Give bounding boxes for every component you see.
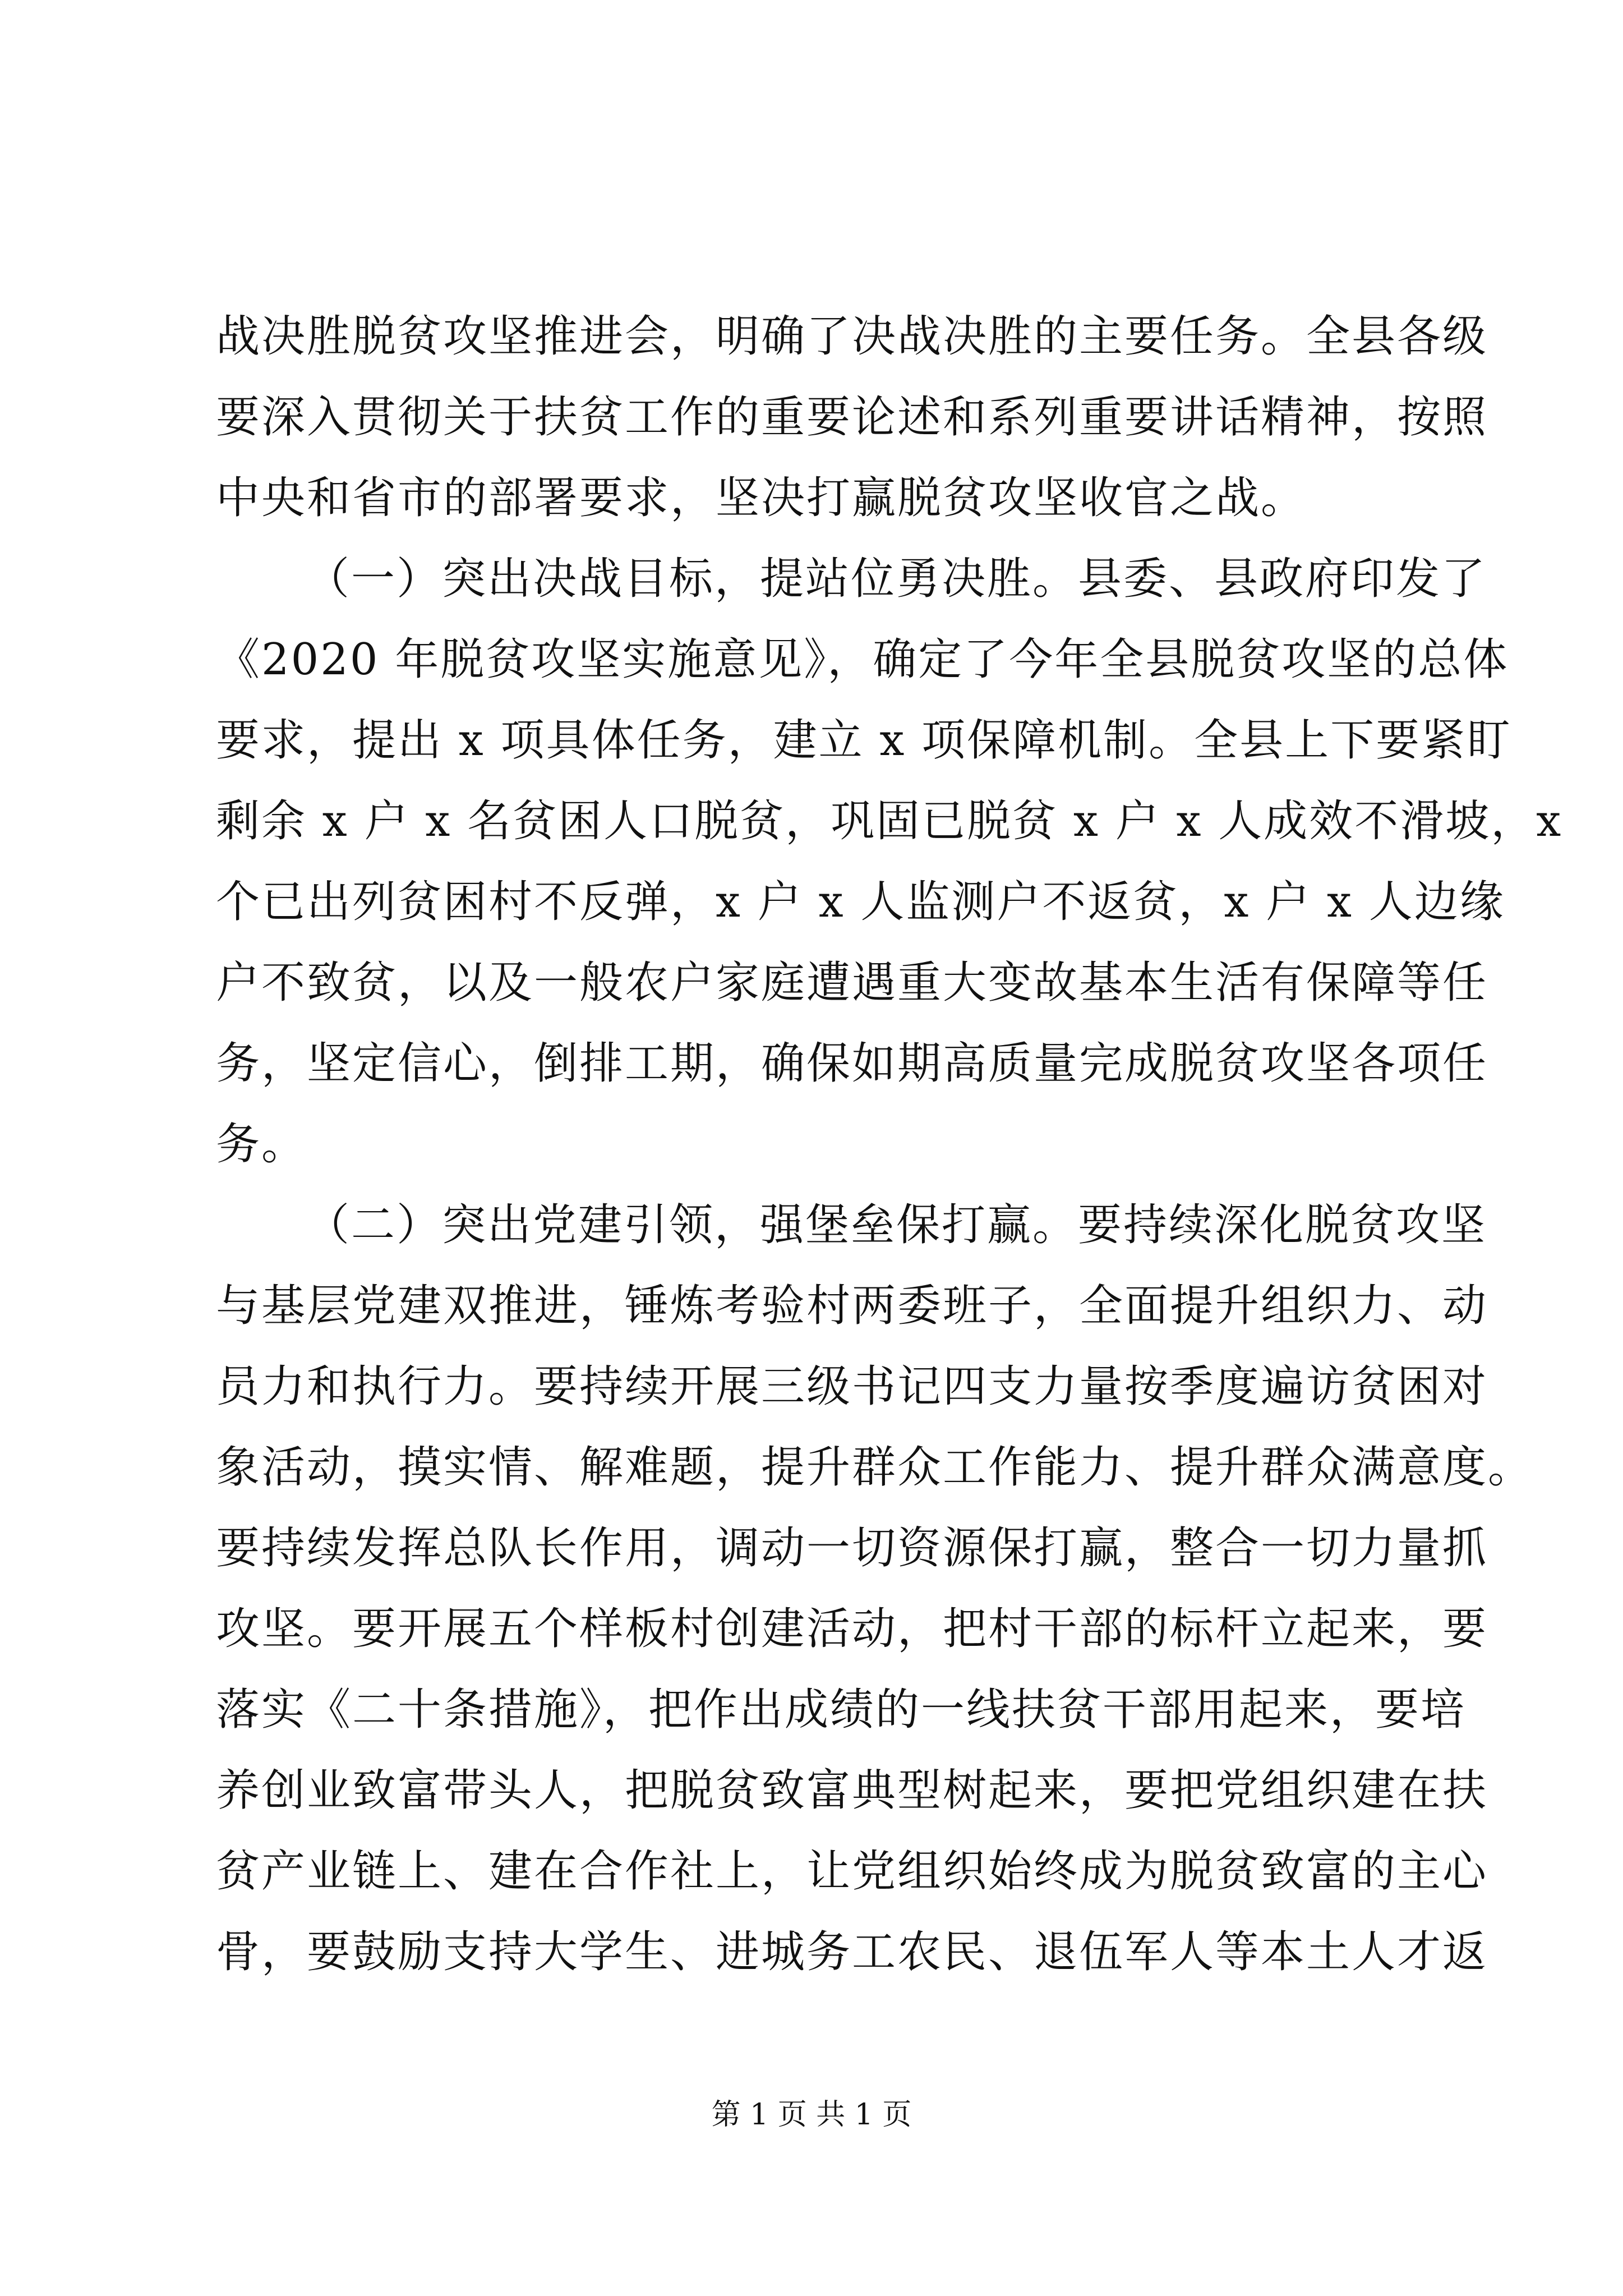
text-line: 骨，要鼓励支持大学生、进城务工农民、退伍军人等本土人才返 [216, 1927, 1488, 1977]
text-line: 剩余 x 户 x 名贫困人口脱贫，巩固已脱贫 x 户 x 人成效不滑坡，x [216, 796, 1563, 846]
paragraph-heading-line: （二）突出党建引领，强堡垒保打赢。要持续深化脱贫攻坚 [306, 1200, 1487, 1250]
text-line: 贫产业链上、建在合作社上，让党组织始终成为脱贫致富的主心 [216, 1846, 1488, 1897]
text-line: 务，坚定信心，倒排工期，确保如期高质量完成脱贫攻坚各项任 [216, 1038, 1488, 1089]
paragraph-heading-line: （一）突出决战目标，提站位勇决胜。县委、县政府印发了 [306, 554, 1487, 604]
text-line: 要求，提出 x 项具体任务，建立 x 项保障机制。全县上下要紧盯 [216, 715, 1513, 766]
text-line: 落实《二十条措施》，把作出成绩的一线扶贫干部用起来，要培 [216, 1685, 1467, 1735]
text-line: 象活动，摸实情、解难题，提升群众工作能力、提升群众满意度。 [216, 1442, 1534, 1493]
text-line: 员力和执行力。要持续开展三级书记四支力量按季度遍访贫困对 [216, 1361, 1488, 1412]
text-line: 务。 [216, 1119, 307, 1170]
page-number-footer: 第 1 页 共 1 页 [711, 2098, 912, 2132]
text-line: 攻坚。要开展五个样板村创建活动，把村干部的标杆立起来，要 [216, 1604, 1488, 1654]
text-line: 与基层党建双推进，锤炼考验村两委班子，全面提升组织力、动 [216, 1281, 1488, 1331]
text-line: 战决胜脱贫攻坚推进会，明确了决战决胜的主要任务。全县各级 [216, 311, 1488, 362]
text-line: 要持续发挥总队长作用，调动一切资源保打赢，整合一切力量抓 [216, 1523, 1488, 1573]
text-line: 个已出列贫困村不反弹，x 户 x 人监测户不返贫，x 户 x 人边缘 [216, 877, 1505, 927]
text-line: 户不致贫，以及一般农户家庭遭遇重大变故基本生活有保障等任 [216, 958, 1488, 1008]
text-line: 养创业致富带头人，把脱贫致富典型树起来，要把党组织建在扶 [216, 1765, 1488, 1816]
text-line: 中央和省市的部署要求，坚决打赢脱贫攻坚收官之战。 [216, 473, 1307, 523]
document-body [216, 296, 1563, 1993]
text-line: 《2020 年脱贫攻坚实施意见》，确定了今年全县脱贫攻坚的总体 [216, 634, 1509, 685]
text-line: 要深入贯彻关于扶贫工作的重要论述和系列重要讲话精神，按照 [216, 392, 1488, 443]
